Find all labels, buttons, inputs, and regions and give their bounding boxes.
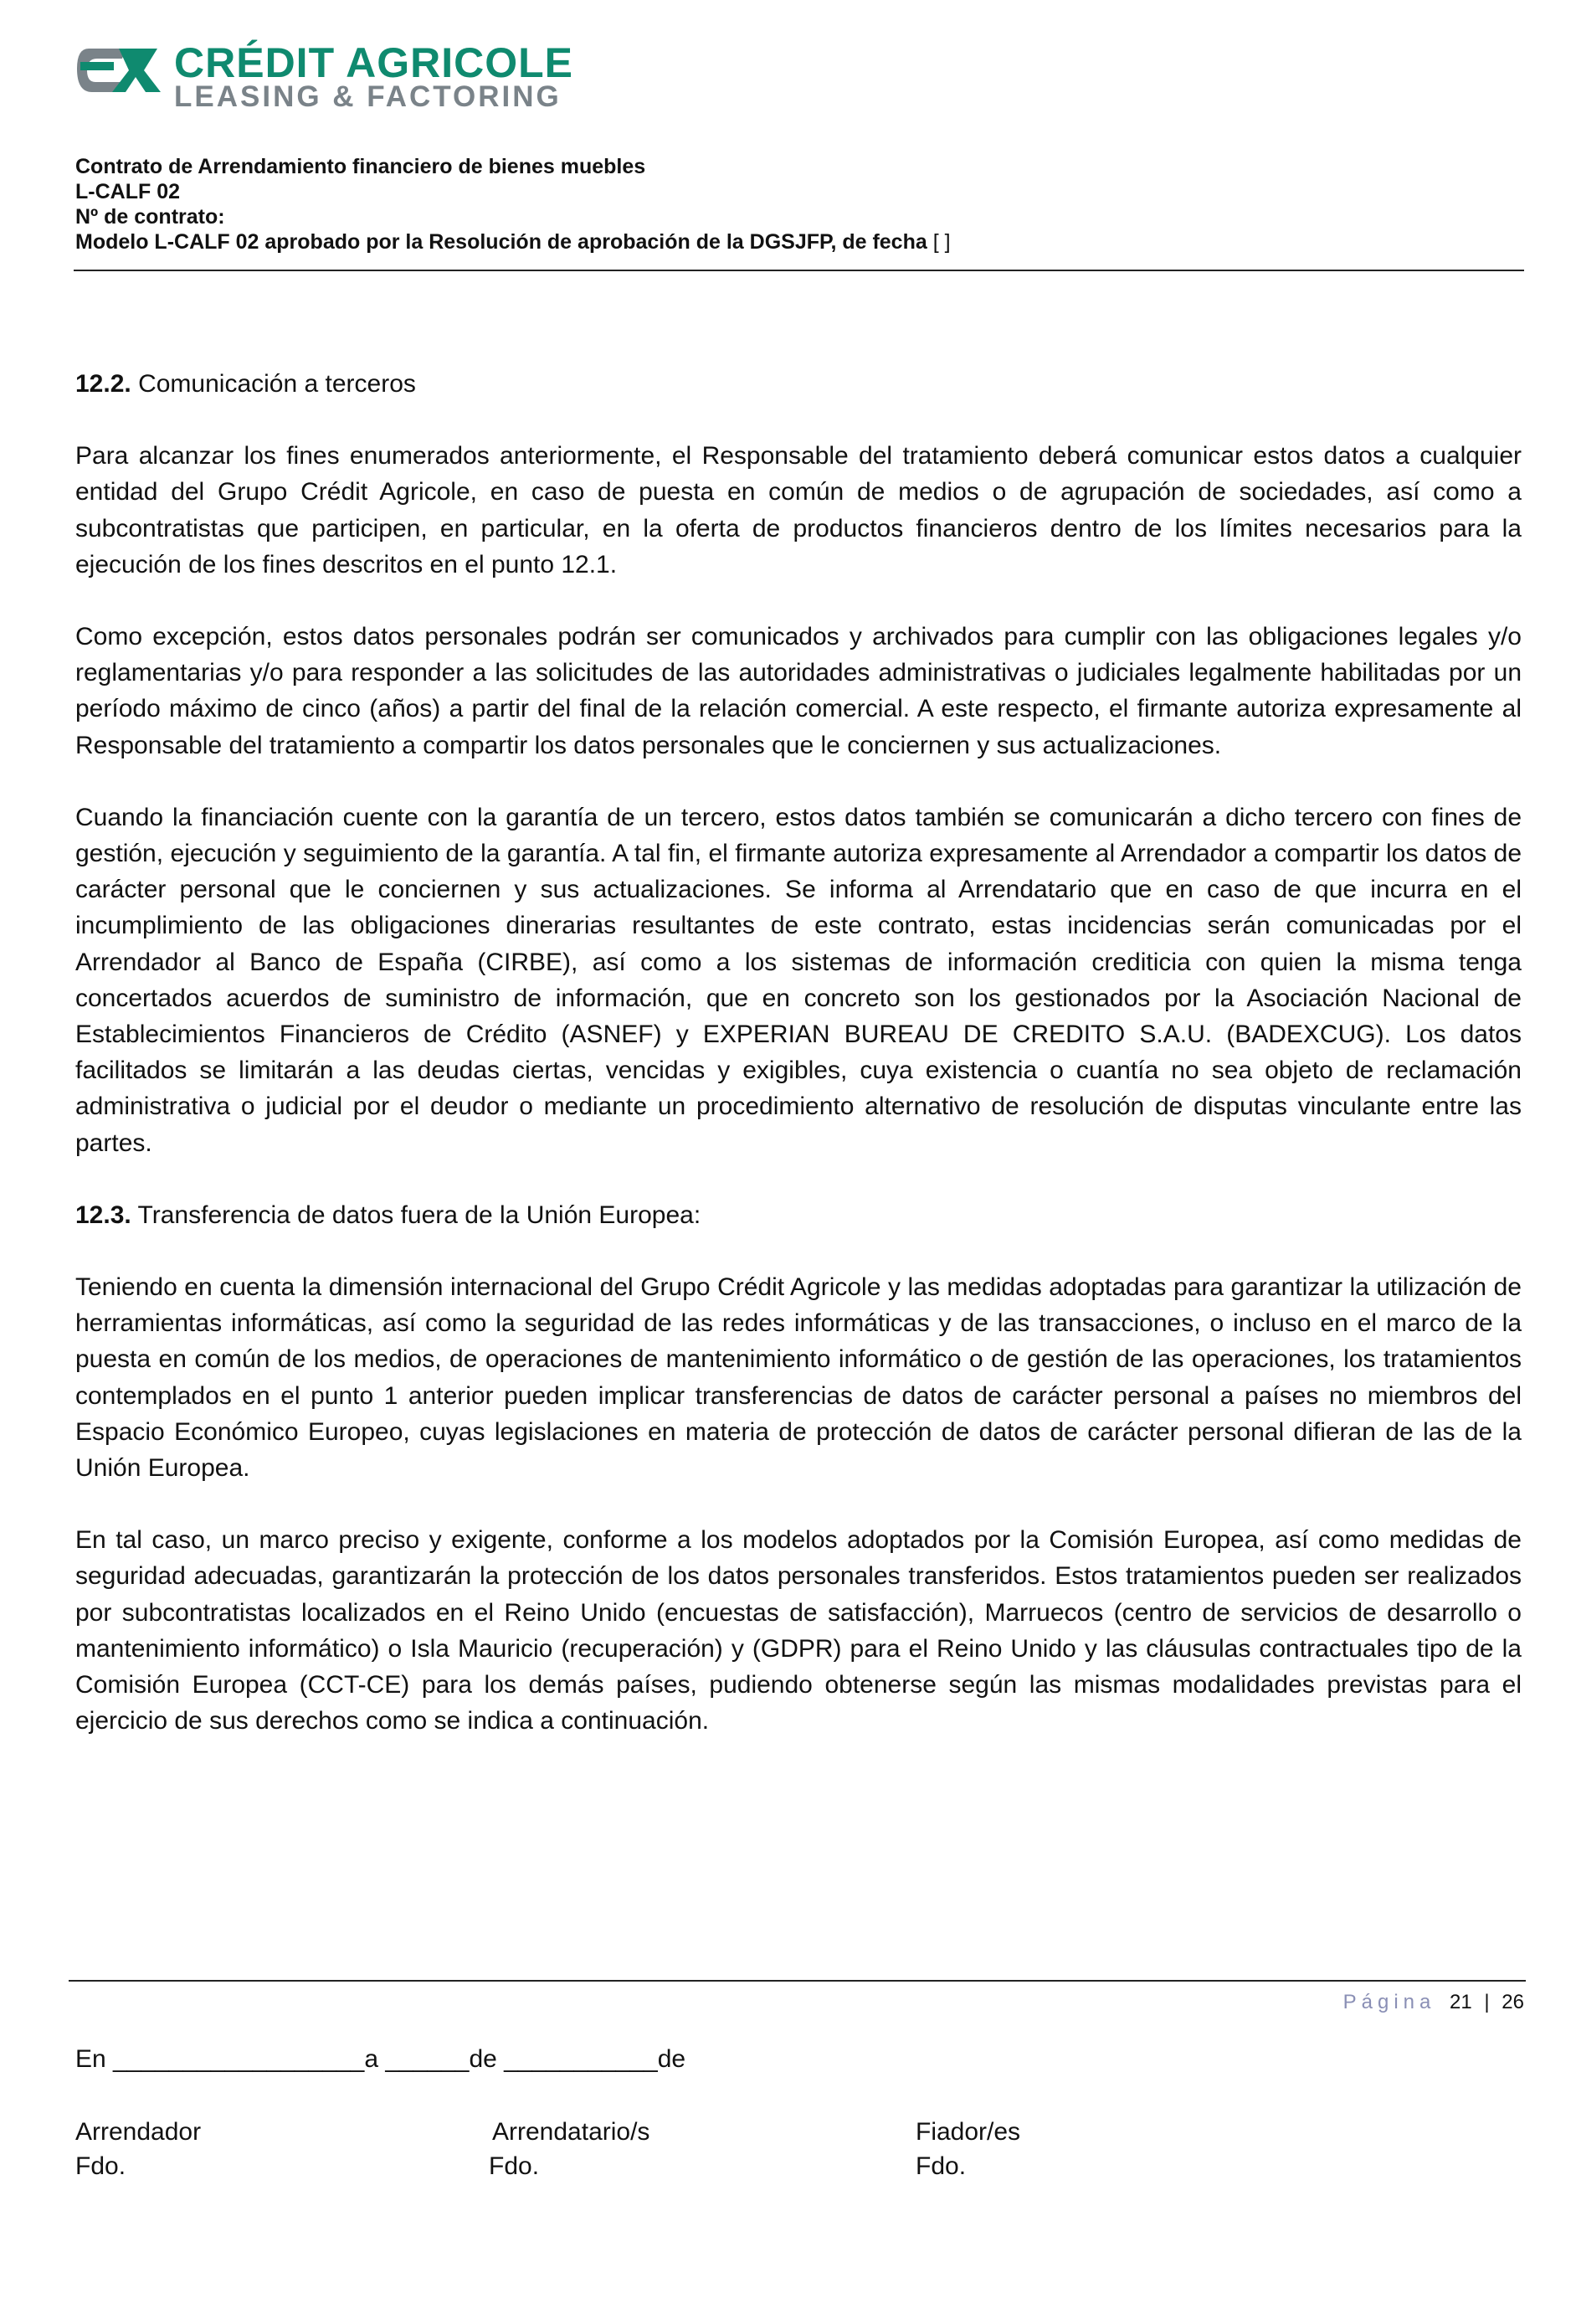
section-12-2-heading <box>75 366 1522 402</box>
contract-number-label: Nº de contrato: <box>75 205 225 229</box>
section-12-3-paragraph-2: En tal caso, un marco preciso y exigente, conforme a los modelos adoptados por la Comisión Europea, así como medidas de seguridad adecuadas, garantizarán la protección de los datos personales transferidos. Estos tratamientos pueden ser realizados por subcontratistas localizados en el Reino Unido (encuestas de satisfacción), Marruecos (centro de servicios de desarrollo o mantenimiento informático) o Isla Mauricio (recuperación) y (GDPR) para el Reino Unido y las cláusulas contractuales tipo de la Comisión Europea (CCT-CE) para los demás países, pudiendo obtenerse según las mismas modalidades previstas para el ejercicio de sus derechos como se indica a continuación. <box>75 1526 1522 1735</box>
contract-title: Contrato de Arrendamiento financiero de bienes muebles <box>75 155 646 178</box>
header-divider <box>74 270 1524 271</box>
signature-block-arrendatario <box>489 2115 650 2183</box>
page-current: 21 <box>1450 1991 1472 2013</box>
arrendador-label: Arrendador <box>75 2118 202 2146</box>
signature-block-arrendador <box>75 2115 201 2183</box>
section-12-3-number: 12.3. <box>75 1201 131 1229</box>
fiador-label: Fiador/es <box>916 2118 1021 2146</box>
section-12-2-paragraph-3: Cuando la financiación cuente con la garantía de un tercero, estos datos también se comunicarán a dicho tercero con fines de gestión, ejecución y seguimiento de la garantía. A tal fin, el firmante autoriza expresamente al Arrendador a compartir los datos de carácter personal que le conciernen y sus actualizaciones. Se informa al Arrendatario que en caso de que incurra en el incumplimiento de las obligaciones dinerarias resultantes de este contrato, estas incidencias serán comunicadas por el Arrendador al Banco de España (CIRBE), así como a los sistemas de información crediticia con quien la misma tenga concertados acuerdos de suministro de información, que en concreto son los gestionados por la Asociación Nacional de Establecimientos Financieros de Crédito (ASNEF) y EXPERIAN BUREAU DE CREDITO S.A.U. (BADEXCUG). Los datos facilitados se limitarán a las deudas ciertas, vencidas y exigibles, cuya existencia o cuantía no sea objeto de reclamación administrativa o judicial por el deudor o mediante un procedimiento alternativo de resolución de disputas vinculante entre las partes. <box>75 803 1522 1157</box>
footer-divider <box>69 1980 1526 1982</box>
company-logo <box>74 39 576 114</box>
arrendatario-fdo: Fdo. <box>489 2152 540 2180</box>
section-12-2-title: Comunicación a terceros <box>138 370 416 398</box>
section-12-2-paragraph-2: Como excepción, estos datos personales podrán ser comunicados y archivados para cumplir con las obligaciones legales y/o reglamentarias y/o para responder a las solicitudes de las autoridades administrativas o judiciales legalmente habilitadas por un período máximo de cinco (años) a partir del final de la relación comercial. A este respecto, el firmante autoriza expresamente al Responsable del tratamiento a compartir los datos personales que le conciernen y sus actualizaciones. <box>75 623 1522 759</box>
page-word: Página <box>1342 1991 1436 2013</box>
section-12-2-paragraph-1: Para alcanzar los fines enumerados anteriormente, el Responsable del tratamiento deberá comunicar estos datos a cualquier entidad del Grupo Crédit Agricole, en caso de puesta en común de medios o de agrupación de sociedades, así como a subcontratistas que participen, en particular, en la oferta de productos financieros dentro de los límites necesarios para la ejecución de los fines descritos en el punto 12.1. <box>75 442 1522 578</box>
logo-line-2: LEASING & FACTORING <box>174 80 562 113</box>
page-separator: | <box>1484 1991 1490 2013</box>
page-total: 26 <box>1502 1991 1524 2013</box>
section-12-2-number: 12.2. <box>75 370 131 398</box>
signature-place-date-line: En __________________a ______de ___________de <box>75 2045 686 2073</box>
arrendatario-label: Arrendatario/s <box>492 2118 650 2146</box>
fiador-fdo: Fdo. <box>916 2152 967 2180</box>
page-number <box>1343 1991 1524 2014</box>
section-12-3-heading <box>75 1197 1522 1233</box>
logo-line-1: CRÉDIT AGRICOLE <box>174 39 574 86</box>
arrendador-fdo: Fdo. <box>75 2152 126 2180</box>
contract-code: L-CALF 02 <box>75 180 180 203</box>
credit-agricole-logo-icon <box>74 40 166 116</box>
document-header <box>75 154 1522 255</box>
contract-model-text: Modelo L-CALF 02 aprobado por la Resolución de aprobación de la DGSJFP, de fecha <box>75 230 927 254</box>
section-12-3-title: Transferencia de datos fuera de la Unión Europea: <box>137 1201 701 1229</box>
document-body <box>75 366 1522 1776</box>
contract-model-line <box>75 229 1522 255</box>
contract-date-bracket: [ ] <box>932 230 951 254</box>
signature-block-fiador <box>916 2115 1020 2183</box>
section-12-3-paragraph-1: Teniendo en cuenta la dimensión internacional del Grupo Crédit Agricole y las medidas adoptadas para garantizar la utilización de herramientas informáticas, así como la seguridad de las redes informáticas y de las transacciones, o incluso en el marco de la puesta en común de los medios, de operaciones de mantenimiento informático o de gestión de las operaciones, los tratamientos contemplados en el punto 1 anterior pueden implicar transferencias de datos de carácter personal a países no miembros del Espacio Económico Europeo, cuyas legislaciones en materia de protección de datos de carácter personal difieran de las de la Unión Europea. <box>75 1273 1522 1483</box>
